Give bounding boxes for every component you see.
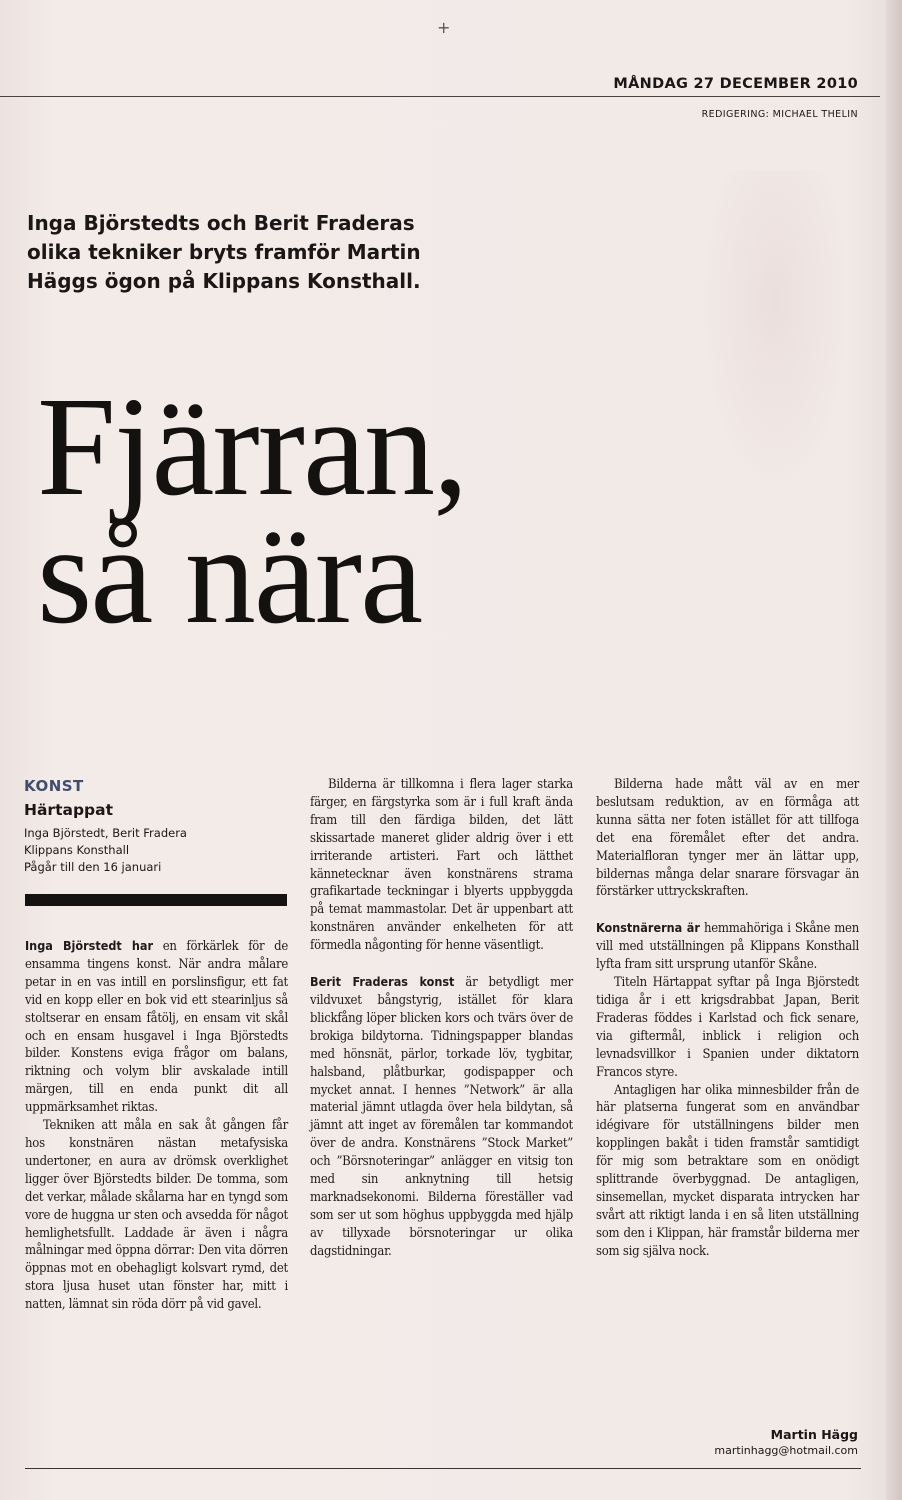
paragraph bbox=[310, 776, 573, 955]
fact-box-bar bbox=[25, 894, 287, 906]
standfirst-line: Häggs ögon på Klippans Konsthall. bbox=[27, 269, 421, 293]
paragraph-text: en förkärlek för de ensamma tingens konst. När andra målare petar in en vas intill en porslinsfigur, ett fat vid en kopp eller en bok vid ett stearinljus så stoltserar en ensam fåtölj, en ensam vit skål och en ensam husgavel i Inga Björstedts bilder. Konstens eviga frågor om balans, riktning och volym blir avskalade intill märgen, till en enda punkt dit all uppmärksamhet riktas. bbox=[25, 939, 288, 1116]
paragraph-text: är betydligt mer vildvuxet bångstyrig, istället för klara blickfång löper blicken kors och tvärs över de brokiga bildytorna. Tidningspapper blandas med hönsnät, pärlor, torkade löv, tygbitar, halsband, plåtburkar, godispapper och mycket annat. I hennes ”Network” är alla material jämnt utlagda över hela bildytan, så jämnt att inget av föremålen tar kommandot över de andra. Konstnärens ”Stock Market” och ”Börsnoteringar” anlägger en vitsig ton med sin anknytning till hetsig marknadsekonomi. Bilderna föreställer vad som ser ut som höghus uppbyggda med hjälp av tillyxade börsnoteringar ur olika dagstidningar. bbox=[310, 975, 573, 1259]
paragraph bbox=[25, 1117, 288, 1314]
paragraph bbox=[596, 919, 859, 974]
fact-line-venue: Klippans Konsthall bbox=[24, 843, 130, 857]
paragraph bbox=[596, 1082, 859, 1261]
paragraph-text: Antagligen har olika minnesbilder från de här platserna fungerat som en användbar idégivare för utställningens bilder men kopplingen bakåt i tiden framstår samtidigt för mig som betraktare som en onödigt splittrande överbyggnad. De antagligen, sinsemellan, mycket disparata intrycken har svårt att riktigt landa i en så liten utställning som den i Klippan, här framstår bilderna mer som sig själva nock. bbox=[596, 1082, 859, 1259]
headline bbox=[37, 367, 657, 653]
paragraph bbox=[310, 973, 573, 1261]
standfirst-line: olika tekniker bryts framför Martin bbox=[27, 240, 421, 264]
article-column-2 bbox=[310, 776, 573, 1261]
fact-box bbox=[24, 777, 286, 876]
paragraph bbox=[596, 776, 859, 901]
page-edge bbox=[886, 0, 902, 1500]
standfirst-line: Inga Björstedts och Berit Fraderas bbox=[27, 211, 415, 235]
fact-line-dates: Pågår till den 16 januari bbox=[24, 860, 162, 874]
paragraph bbox=[25, 937, 288, 1117]
paragraph-lead: Berit Fraderas konst bbox=[310, 974, 455, 990]
byline-email: martinhagg@hotmail.com bbox=[714, 1444, 858, 1457]
headline-line: Fjärran, bbox=[37, 367, 467, 525]
crop-mark: + bbox=[437, 18, 451, 37]
article-column-3 bbox=[596, 776, 859, 1261]
editor-credit: REDIGERING: MICHAEL THELIN bbox=[701, 109, 858, 120]
fact-line-artists: Inga Björstedt, Berit Fradera bbox=[24, 826, 187, 840]
bottom-rule bbox=[25, 1468, 861, 1469]
paragraph-text: Bilderna hade mått väl av en mer beslutsam reduktion, av en förmåga att kunna sätta ner foten istället för att tillfoga det ena föremålet efter det andra. Materialfloran tynger mer än lättar upp, bildernas många delar snarare försvagar än förstärker uttryckskraften. bbox=[596, 777, 859, 900]
paragraph-lead: Inga Björstedt har bbox=[25, 938, 154, 953]
paragraph bbox=[596, 974, 859, 1081]
paragraph-text: Bilderna är tillkomna i flera lager starka färger, en färgstyrka som är i full kraft ända fram till den färdiga bilden, det lätt skissartade maneret glider aldrig över i ett irriterande artisteri. Fart och lätthet kännetecknar även konstnärens strama grafikartade teckningar i blyerts uppbyggda på temat mammastolar. Det är uppenbart att konstnären använder enkelheten för att förmedla någonting för henne väsentligt. bbox=[310, 777, 573, 954]
section-kicker: KONST bbox=[24, 777, 84, 795]
exhibition-title: Härtappat bbox=[24, 801, 114, 819]
headline-line: så nära bbox=[37, 495, 422, 653]
paragraph-text: hemmahöriga i Skåne men vill med utställningen på Klippans Konsthall lyfta fram sitt ursprung utanför Skåne. bbox=[596, 921, 859, 973]
standfirst bbox=[27, 209, 497, 296]
paragraph-text: Titeln Härtappat syftar på Inga Björstedt tidiga år i ett krigsdrabbat Japan, Berit Fraderas föddes i Karlstad och fick senare, via giftermål, inblick i religion och levnadsvillkor i Spanien under diktatorn Francos styre. bbox=[596, 975, 859, 1080]
article-column-1 bbox=[25, 937, 288, 1314]
show-through-image bbox=[700, 170, 850, 500]
paragraph-text: Tekniken att måla en sak åt gången får hos konstnären nästan metafysiska undertoner, en aura av drömsk overklighet ligger över Björstedts bilder. De tomma, som det verkar, målade skålarna har en tyngd som vore de huggna ur sten och avsedda för något hemlighetsfullt. Laddade är även i några målningar med öppna dörrar: Den vita dörren öppnas mot en obehagligt kolsvart rymd, det stora ljusa huset utan fönster har, mitt i natten, lämnat sin röda dörr på vid gavel. bbox=[25, 1118, 288, 1313]
byline-name: Martin Hägg bbox=[770, 1427, 858, 1442]
issue-date: MÅNDAG 27 DECEMBER 2010 bbox=[613, 76, 858, 92]
top-rule bbox=[0, 96, 880, 97]
paragraph-lead: Konstnärerna är bbox=[596, 920, 700, 936]
